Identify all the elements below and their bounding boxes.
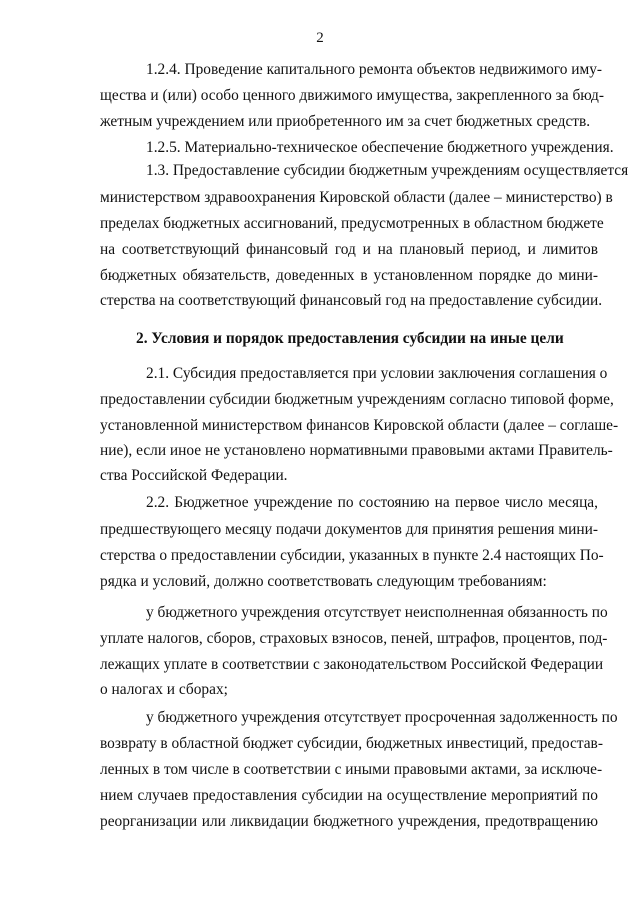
text-line: реорганизации или ликвидации бюджетного учреждения, предотвращению — [100, 813, 598, 830]
page-number: 2 — [316, 30, 324, 46]
text-line: у бюджетного учреждения отсутствует неисполненная обязанность по — [146, 604, 608, 621]
text-line: у бюджетного учреждения отсутствует просроченная задолженность по — [146, 709, 618, 726]
section-heading: 2. Условия и порядок предоставления субсидии на иные цели — [136, 330, 564, 347]
text-line: 1.2.5. Материально-техническое обеспечение бюджетного учреждения. — [146, 139, 614, 156]
text-line: возврату в областной бюджет субсидии, бюджетных инвестиций, предостав- — [100, 735, 603, 752]
text-line: ленных в том числе в соответствии с иными правовыми актами, за исключе- — [100, 761, 603, 778]
text-line: ства Российской Федерации. — [100, 467, 288, 484]
text-line: бюджетных обязательств, доведенных в установленном порядке до мини- — [100, 267, 598, 284]
text-line: рядка и условий, должно соответствовать следующим требованиям: — [100, 573, 547, 590]
text-line: 2.1. Субсидия предоставляется при условии заключения соглашения о — [146, 365, 608, 382]
text-line: 2.2. Бюджетное учреждение по состоянию на первое число месяца, — [146, 494, 598, 511]
text-line: жетным учреждением или приобретенного им за счет бюджетных средств. — [100, 113, 591, 130]
text-line: на соответствующий финансовый год и на плановый период, и лимитов — [100, 241, 598, 258]
text-line: щества и (или) особо ценного движимого имущества, закрепленного за бюд- — [100, 87, 604, 104]
text-line: министерством здравоохранения Кировской области (далее – министерство) в — [100, 189, 613, 206]
text-line: предшествующего месяцу подачи документов для принятия решения мини- — [100, 521, 598, 538]
text-line: нием случаев предоставления субсидии на осуществление мероприятий по — [100, 787, 598, 804]
text-line: уплате налогов, сборов, страховых взносов, пеней, штрафов, процентов, под- — [100, 630, 608, 647]
text-line: ние), если иное не установлено нормативными правовыми актами Правитель- — [100, 442, 613, 459]
text-line: стерства на соответствующий финансовый год на предоставление субсидии. — [100, 292, 603, 309]
text-line: 1.3. Предоставление субсидии бюджетным учреждениям осуществляется — [146, 162, 629, 179]
text-line: о налогах и сборах; — [100, 681, 228, 698]
text-line: 1.2.4. Проведение капитального ремонта объектов недвижимого иму- — [146, 61, 603, 78]
text-line: стерства о предоставлении субсидии, указанных в пункте 2.4 настоящих По- — [100, 547, 604, 564]
text-line: пределах бюджетных ассигнований, предусмотренных в областном бюджете — [100, 215, 604, 232]
text-line: установленной министерством финансов Кировской области (далее – соглаше- — [100, 417, 619, 434]
text-line: предоставлении субсидии бюджетным учреждениям согласно типовой форме, — [100, 391, 614, 408]
text-line: лежащих уплате в соответствии с законодательством Российской Федерации — [100, 656, 604, 673]
